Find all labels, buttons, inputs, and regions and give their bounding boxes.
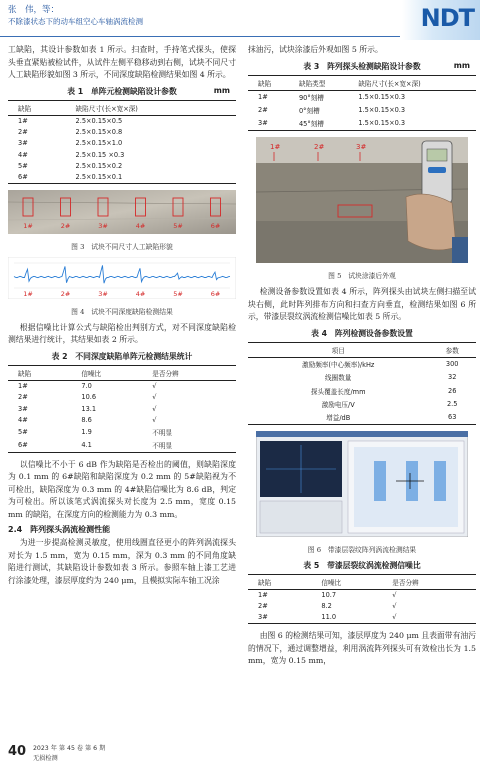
table-cell: 7.0 xyxy=(81,382,92,391)
table-cell: 300 xyxy=(445,360,459,369)
paragraph: 抹油污，试块涂漆后外观如图 5 所示。 xyxy=(248,45,383,54)
defect-label: 2# xyxy=(60,289,71,298)
paragraph: 工缺陷，其设计参数如表 1 所示。扫查时，手持笔式探头，使探头垂直紧贴被检试件，从试件左侧平稳移动到右侧，试块不同尺寸人工缺陷形貌如图 3 所示，不同深度缺陷检测结果如图 4 所示。 xyxy=(8,45,236,79)
table-cell: √ xyxy=(152,393,157,402)
table-cell: 1.5×0.15×0.3 xyxy=(358,106,406,115)
table-cell: 3# xyxy=(248,612,317,624)
table-cell: 1# xyxy=(18,382,28,391)
running-title: 不除漆状态下的动车组空心车轴涡流检测 xyxy=(8,17,143,26)
defect-label: 3# xyxy=(98,221,108,230)
table-cell: 4# xyxy=(18,150,28,159)
table-cell: 3# xyxy=(248,117,295,131)
table-row xyxy=(8,127,236,138)
table-cell: 2# xyxy=(18,128,28,137)
defect-label: 2# xyxy=(314,143,325,152)
paragraph: 由图 6 的检测结果可知，漆层厚度为 240 μm 且表面带有油污的情况下，通过调整增益，利用涡流阵列探头可有效检出长为 1.5 mm，宽为 0.15 mm， xyxy=(248,631,476,666)
table-header: 缺陷尺寸(长×宽×深) xyxy=(354,75,476,90)
table-row xyxy=(248,612,476,624)
table-header: 项目 xyxy=(248,342,428,357)
table-cell: 8.6 xyxy=(81,415,92,424)
defect-label: 1# xyxy=(23,289,33,298)
table-cell: 2# xyxy=(18,393,28,402)
hand xyxy=(406,194,456,250)
table-row xyxy=(248,601,476,612)
table2 xyxy=(8,365,236,453)
table-cell: 2.5×0.15×0.1 xyxy=(72,171,236,183)
table1-caption-text: 表 1 单阵元检测缺陷设计参数 xyxy=(67,86,177,96)
table-cell: 2.5×0.15×0.2 xyxy=(75,161,123,170)
table4 xyxy=(248,342,476,425)
defect-label: 5# xyxy=(173,221,183,230)
paragraph: 检测设备参数设置如表 4 所示，阵列探头由试块左侧扫描至试块右侧，此时阵列排布方向和扫查方向垂直，检测结果如图 6 所示，带漆层裂纹涡流检测信噪比如表 5 所示。 xyxy=(248,287,476,322)
table-cell: 不明显 xyxy=(148,439,236,453)
table-cell: 1# xyxy=(18,117,28,126)
table-cell: 11.0 xyxy=(317,612,388,624)
table-cell: 6# xyxy=(8,171,72,183)
table-cell: √ xyxy=(388,612,476,624)
table-row xyxy=(248,90,476,104)
table-header: 是否分辨 xyxy=(388,574,476,589)
gauge-display xyxy=(427,149,447,161)
table-cell: 32 xyxy=(448,373,457,382)
paragraph: 以信噪比不小于 6 dB 作为缺陷是否检出的阈值，则缺陷深度为 0.1 mm 的 6#缺陷和缺陷深度为 0.2 mm 的 5#缺陷视为不可检出，缺陷深度为 0.3 mm 的 4#缺陷信噪比为 8.6 dB，判定为可检出。所以该笔式涡流探头对长度为 2.5 mm，宽度 0.15 mm 的缺陷，在深度方向的检测能力为 0.3 mm。 xyxy=(8,459,236,519)
window-titlebar xyxy=(256,431,468,437)
table3-caption-text: 表 3 阵列探头检测缺陷设计参数 xyxy=(303,61,421,71)
figure-6 xyxy=(256,431,476,541)
table-cell: 0°刻槽 xyxy=(298,107,320,116)
table-cell: 10.6 xyxy=(81,393,97,402)
table-cell: 4.1 xyxy=(77,439,148,453)
page-footer xyxy=(8,740,468,780)
figure-6-caption: 图 6 带漆层裂纹阵列涡流检测结果 xyxy=(307,545,417,554)
table-cell: 2.5×0.15×0.8 xyxy=(75,128,123,137)
plot-frame xyxy=(8,257,236,299)
table-caption: 表 2 不同深度缺陷单阵元检测结果统计 xyxy=(51,351,193,361)
paragraph: 根据信噪比计算公式与缺陷检出判别方式，对不同深度缺陷检测结果进行统计，其结果如表 2 所示。 xyxy=(8,322,236,345)
table-cell: 激励频率(中心频率)/kHz xyxy=(302,361,375,370)
page-header xyxy=(0,0,480,40)
table-cell: 探头覆盖长度/mm xyxy=(310,387,366,396)
table-cell: √ xyxy=(392,591,397,600)
table-cell: 2.5×0.15×0.5 xyxy=(75,117,123,126)
table-cell: 63 xyxy=(428,410,476,424)
header-rule xyxy=(0,36,400,37)
table-cell: 1# xyxy=(258,93,268,102)
table-row xyxy=(8,439,236,453)
section-heading: 2.4 阵列探头涡流检测性能 xyxy=(8,525,111,535)
defect-indication xyxy=(374,461,386,501)
table-header: 缺陷 xyxy=(248,75,295,90)
table-row xyxy=(248,410,476,424)
table-row xyxy=(8,138,236,149)
table1 xyxy=(8,100,236,184)
table-cell: 90°刻槽 xyxy=(298,94,324,103)
table-cell: 10.7 xyxy=(321,591,337,600)
blue-cable xyxy=(452,237,468,263)
defect-label: 6# xyxy=(210,221,221,230)
defect-indication xyxy=(434,461,446,501)
table-cell: √ xyxy=(152,382,157,391)
table-caption: 表 5 带漆层裂纹涡流检测信噪比 xyxy=(303,560,421,570)
table-row xyxy=(248,104,476,117)
table-cell: 2.5×0.15 ×0.3 xyxy=(75,150,125,159)
table-cell: 3# xyxy=(18,404,28,413)
table-cell: 6# xyxy=(8,439,77,453)
table-caption: 表 4 阵列检测设备参数设置 xyxy=(311,328,413,338)
journal-name: 无损检测 xyxy=(33,755,58,762)
defect-label: 3# xyxy=(98,289,108,298)
figure-3 xyxy=(8,190,236,238)
table-cell: 1# xyxy=(258,591,268,600)
table1-unit: mm xyxy=(213,85,230,95)
table-cell: 不明显 xyxy=(152,428,173,437)
defect-label: 4# xyxy=(135,221,146,230)
table3-unit: mm xyxy=(453,60,470,70)
table-cell: 13.1 xyxy=(81,404,97,413)
table-header: 缺陷 xyxy=(8,100,72,115)
table-cell: 激励电压/V xyxy=(321,400,355,409)
table-header: 缺陷类型 xyxy=(295,75,354,90)
table-cell: √ xyxy=(152,415,157,424)
table-caption xyxy=(248,61,476,72)
table-cell: 8.2 xyxy=(321,602,332,611)
table-row xyxy=(248,371,476,384)
defect-label: 2# xyxy=(60,221,71,230)
table-header: 是否分辨 xyxy=(148,365,236,380)
table-cell: 4# xyxy=(18,415,28,424)
parameter-panel xyxy=(260,501,342,533)
defect-label: 3# xyxy=(356,143,367,152)
table-row xyxy=(8,403,236,414)
defect-label: 1# xyxy=(23,221,33,230)
table-cell: 1.5×0.15×0.3 xyxy=(354,117,476,131)
defect-label: 1# xyxy=(270,143,281,152)
table-cell: 45°刻槽 xyxy=(295,117,354,131)
table-cell: 3# xyxy=(18,139,28,148)
table-cell: 增益/dB xyxy=(248,410,428,424)
table-header: 缺陷 xyxy=(248,574,317,589)
page-number: 40 xyxy=(8,744,27,759)
table-header: 信噪比 xyxy=(77,365,148,380)
table-cell: 26 xyxy=(448,386,457,395)
figure-5-caption: 图 5 试块涂漆后外观 xyxy=(328,272,396,281)
table-cell: √ xyxy=(392,602,397,611)
defect-label: 6# xyxy=(210,289,221,298)
table-cell: 1.5×0.15×0.3 xyxy=(358,93,406,102)
left-column xyxy=(8,44,236,590)
table-row xyxy=(8,425,236,438)
table-row xyxy=(8,414,236,425)
table-cell: 2.5 xyxy=(446,399,458,408)
specimen-photo xyxy=(8,190,236,234)
table-header: 信噪比 xyxy=(317,574,388,589)
paragraph: 为进一步提高检测灵敏度，使用线圈直径更小的阵列涡流探头对长为 1.5 mm，宽为 0.15 mm，深为 0.3 mm 的不同角度缺陷进行测试，其缺陷设计参数如表 3 所示。参照车轴上漆工艺进行涂漆处理，漆层厚度约为 240 μm，且模拟实际车轴工况涂 xyxy=(8,538,236,585)
figure-4-caption: 图 4 试块不同深度缺陷检测结果 xyxy=(71,307,173,316)
table-row xyxy=(8,380,236,392)
figure-4 xyxy=(8,257,236,303)
table3 xyxy=(248,75,476,132)
table-row xyxy=(248,384,476,397)
coated-specimen-photo xyxy=(256,137,468,263)
defect-label: 4# xyxy=(135,289,146,298)
ndt-logo: NDT xyxy=(420,4,474,32)
table-row xyxy=(8,115,236,127)
table-caption xyxy=(8,86,236,97)
table-row xyxy=(8,160,236,171)
gauge-button xyxy=(428,167,446,173)
table-row xyxy=(248,117,476,131)
table-cell: 2# xyxy=(258,602,268,611)
metal-surface xyxy=(8,190,236,234)
table-cell: 5# xyxy=(18,161,28,170)
table-row xyxy=(8,171,236,183)
table-cell: 1.9 xyxy=(81,427,92,436)
running-author: 张 伟，等： xyxy=(8,5,60,15)
table-header: 参数 xyxy=(428,342,476,357)
table-header: 缺陷 xyxy=(8,365,77,380)
journal-issue: 2023 年 第 45 卷 第 6 期 xyxy=(33,745,106,752)
table-row xyxy=(248,357,476,371)
defect-label: 5# xyxy=(173,289,183,298)
table-cell: 2.5×0.15×1.0 xyxy=(75,139,123,148)
table-cell: 线圈数量 xyxy=(325,374,352,383)
right-column xyxy=(248,44,476,671)
figure-5 xyxy=(256,137,476,267)
table-cell: √ xyxy=(152,404,157,413)
table-cell: 5# xyxy=(18,427,28,436)
array-eddy-result-screen xyxy=(256,431,468,537)
journal-info xyxy=(33,744,105,764)
table-row xyxy=(248,589,476,601)
table-row xyxy=(8,392,236,403)
figure-3-caption: 图 3 试块不同尺寸人工缺陷形貌 xyxy=(71,242,173,251)
table-row xyxy=(248,397,476,410)
table-header: 缺陷尺寸(长×宽×深) xyxy=(72,100,236,115)
table5 xyxy=(248,574,476,625)
table-cell: 2# xyxy=(258,106,268,115)
eddy-signal-plot xyxy=(8,257,236,299)
table-row xyxy=(8,149,236,160)
